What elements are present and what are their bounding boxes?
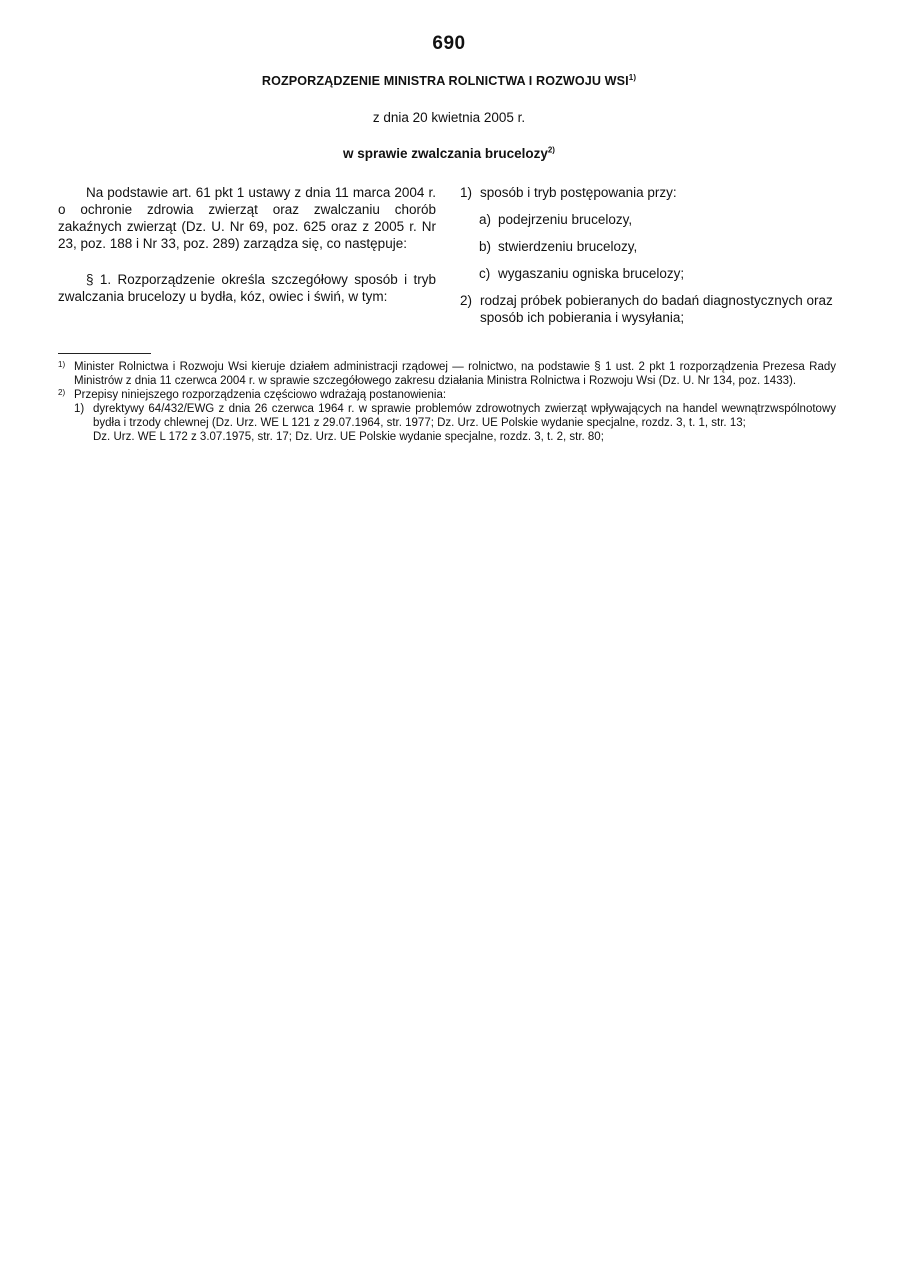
sub-list-item: [460, 211, 836, 228]
document-date: z dnia 20 kwietnia 2005 r.: [372, 110, 526, 125]
document-subject: [0, 146, 898, 161]
right-column: [460, 184, 836, 326]
footnote-mark: 2): [58, 388, 66, 397]
list-item-text: rodzaj próbek pobieranych do badań diagnostycznych oraz sposób ich pobierania i wysyłania;: [480, 293, 833, 325]
footnote-continuation: Dz. Urz. WE L 172 z 3.07.1975, str. 17; Dz. Urz. UE Polskie wydanie specjalne, rozdz. 3, t. 2, str. 80;: [93, 431, 604, 443]
footnote-sub-item: [74, 402, 836, 430]
sub-item-letter: c): [479, 266, 491, 281]
sub-list-item: [460, 265, 836, 282]
list-item: [460, 184, 836, 201]
document-subject-text: w sprawie zwalczania brucelozy: [343, 146, 548, 161]
document-title-text: ROZPORZĄDZENIE MINISTRA ROLNICTWA I ROZWOJU WSI: [261, 74, 629, 88]
sub-list: [460, 211, 836, 282]
document-number: 690: [432, 33, 466, 54]
sub-item-letter: b): [479, 239, 492, 254]
footnote-sub-text: dyrektywy 64/432/EWG z dnia 26 czerwca 1964 r. w sprawie problemów zdrowotnych zwierząt wpływających na handel wewnątrzwspólnotowy bydła i trzody chlewnej (Dz. Urz. WE L 121 z 29.07.1964, str. 1977; Dz. Urz. UE Polskie wydanie specjalne, rozdz. 3, t. 1, str. 13;: [93, 403, 836, 429]
title-footnote-ref: 1): [628, 72, 637, 82]
section-1-paragraph: § 1. Rozporządzenie określa szczegółowy sposób i tryb zwalczania brucelozy u bydła, kóz, owiec i świń, w tym:: [58, 272, 436, 304]
footnote-sub-number: 1): [74, 403, 85, 415]
list-item-text: sposób i tryb postępowania przy:: [480, 185, 677, 200]
list-item: [460, 292, 836, 326]
footnote-1: [58, 360, 836, 388]
sub-item-text: stwierdzeniu brucelozy,: [498, 239, 638, 254]
legal-basis-paragraph: Na podstawie art. 61 pkt 1 ustawy z dnia 11 marca 2004 r. o ochronie zdrowia zwierząt oraz zwalczaniu chorób zakaźnych zwierząt (Dz. U. Nr 69, poz. 625 oraz z 2005 r. Nr 23, poz. 188 i Nr 33, poz. 289) zarządza się, co następuje:: [58, 185, 436, 251]
sub-list-item: [460, 238, 836, 255]
document-title: [0, 74, 898, 88]
footnote-intro: Przepisy niniejszego rozporządzenia częściowo wdrażają postanowienia:: [74, 389, 447, 401]
left-column: [58, 184, 436, 305]
footnote-mark: 1): [58, 360, 66, 369]
sub-item-letter: a): [479, 212, 492, 227]
sub-item-text: podejrzeniu brucelozy,: [498, 212, 633, 227]
footnote-2: [58, 388, 836, 444]
list-item-number: 1): [460, 185, 473, 200]
footnote-divider: [58, 353, 151, 354]
subject-footnote-ref: 2): [547, 145, 555, 155]
footnotes: [58, 360, 836, 444]
list-item-number: 2): [460, 293, 473, 308]
footnote-text: Minister Rolnictwa i Rozwoju Wsi kieruje działem administracji rządowej — rolnictwo, na podstawie § 1 ust. 2 pkt 1 rozporządzenia Prezesa Rady Ministrów z dnia 11 czerwca 2004 r. w sprawie szczegółowego zakresu działania Ministra Rolnictwa i Rozwoju Wsi (Dz. U. Nr 134, poz. 1433).: [74, 361, 836, 387]
sub-item-text: wygaszaniu ogniska brucelozy;: [498, 266, 685, 281]
